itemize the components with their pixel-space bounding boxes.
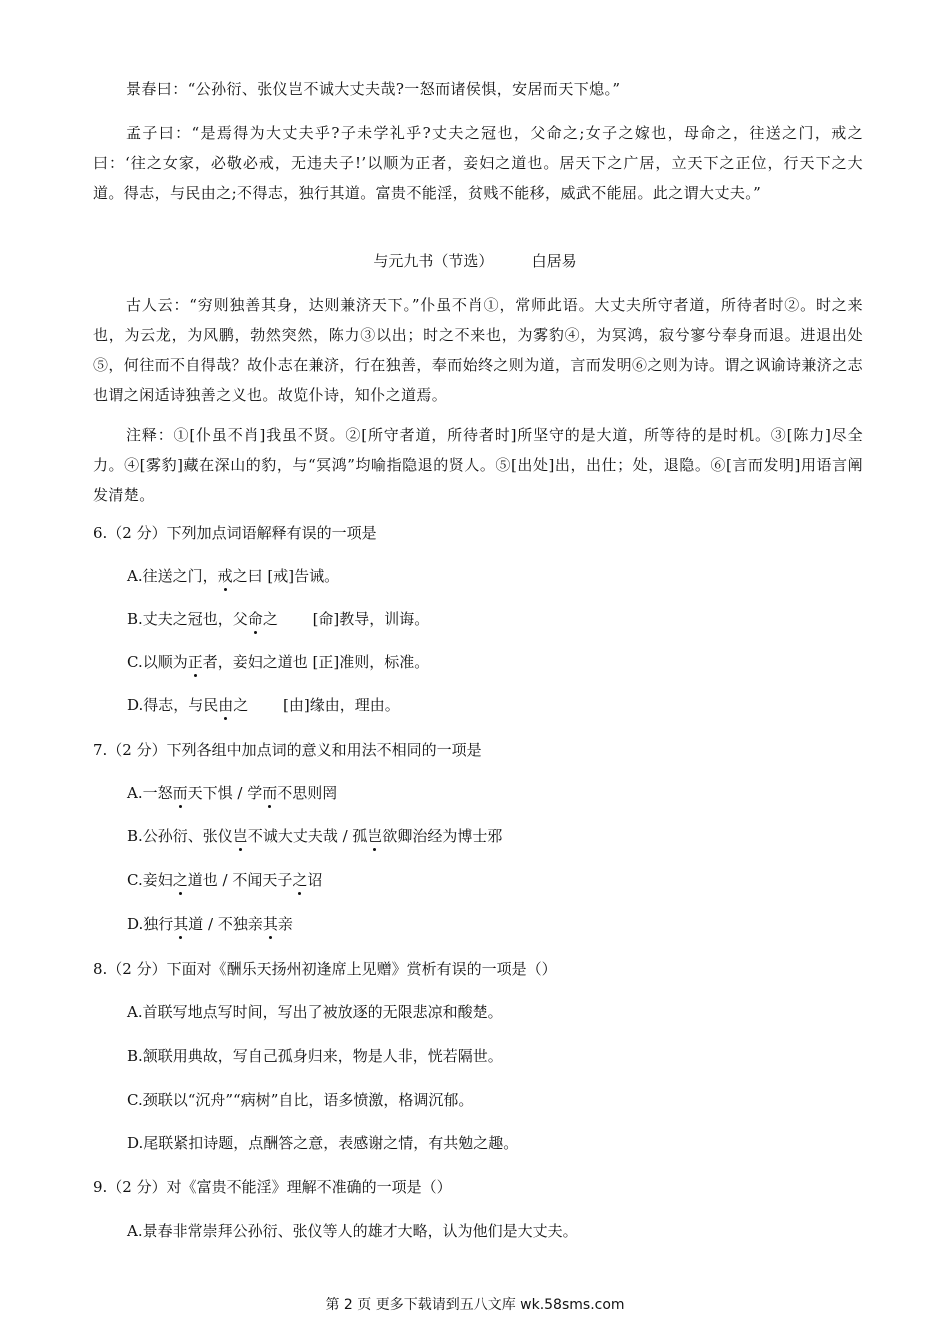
question-9-option-a: A.景春非常崇拜公孙衍、张仪等人的雄才大略，认为他们是大丈夫。 [127, 1222, 578, 1240]
question-9-stem: 9.（2 分）对《富贵不能淫》理解不准确的一项是（） [93, 1178, 452, 1196]
dotted-word: 之 [292, 871, 308, 889]
dotted-word: 由 [218, 696, 234, 714]
question-6-option-b: B.丈夫之冠也，父命之 [命]教导，训诲。 [127, 610, 430, 628]
question-8-option-a: A.首联写地点写时间，写出了被放逐的无限悲凉和酸楚。 [127, 1003, 503, 1021]
question-7-stem: 7.（2 分）下列各组中加点词的意义和用法不相同的一项是 [93, 741, 482, 759]
dotted-word: 岂 [232, 827, 248, 845]
passage1-paragraph-1: 景春曰：“公孙衍、张仪岂不诚大丈夫哉?一怒而诸侯惧，安居而天下熄。” [126, 80, 621, 98]
dotted-word: 其 [173, 915, 189, 933]
question-7-option-d: D.独行其道 / 不独亲其亲 [127, 915, 293, 933]
question-6-option-a: A.往送之门，戒之曰 [戒]告诫。 [127, 567, 340, 585]
dotted-word: 岂 [367, 827, 383, 845]
dotted-word: 正 [187, 653, 203, 671]
dotted-word: 戒 [217, 567, 233, 585]
question-6-option-c: C.以顺为正者，妾妇之道也 [正]准则，标准。 [127, 653, 430, 671]
question-8-option-d: D.尾联紧扣诗题，点酬答之意，表感谢之情，有共勉之趣。 [127, 1134, 519, 1152]
dotted-word: 命 [247, 610, 263, 628]
question-7-option-b: B.公孙衍、张仪岂不诚大丈夫哉 / 孤岂欲卿治经为博士邪 [127, 827, 503, 845]
dotted-word: 而 [262, 784, 278, 802]
question-6-option-d: D.得志，与民由之 [由]缘由，理由。 [127, 696, 400, 714]
question-6-stem: 6.（2 分）下列加点词语解释有误的一项是 [93, 524, 377, 542]
dotted-word: 而 [172, 784, 188, 802]
question-8-option-c: C.颈联以“沉舟”“病树”自比，语多愤激，格调沉郁。 [127, 1091, 474, 1109]
passage1-paragraph-2: 孟子曰：“是焉得为大丈夫乎?子未学礼乎?丈夫之冠也，父命之;女子之嫁也，母命之，往送之门，戒之曰：‘往之女家，必敬必戒，无违夫子!’以顺为正者，妾妇之道也。居天下之广居，立天下之正位，行天下之大道。得志，与民由之;不得志，独行其道。富贵不能淫，贫贱不能移，威武不能屈。此之谓大丈夫。” [93, 124, 863, 202]
question-8-stem: 8.（2 分）下面对《酬乐天扬州初逢席上见赠》赏析有误的一项是（） [93, 960, 557, 978]
page-footer: 第 2 页 更多下载请到五八文库 wk.58sms.com [325, 1297, 625, 1313]
dotted-word: 其 [262, 915, 278, 933]
question-8-option-b: B.颔联用典故，写自己孤身归来，物是人非，恍若隔世。 [127, 1047, 503, 1065]
passage2-body: 古人云：“穷则独善其身，达则兼济天下。”仆虽不肖①，常师此语。大丈夫所守者道，所待者时②。时之来也，为云龙，为风鹏，勃然突然，陈力③以出；时之不来也，为雾豹④，为冥鸿，寂兮寥兮奉身而退。进退出处⑤，何往而不自得哉？故仆志在兼济，行在独善，奉而始终之则为道，言而发明⑥之则为诗。谓之讽谕诗兼济之志也谓之闲适诗独善之义也。故览仆诗，知仆之道焉。 [93, 296, 864, 404]
question-7-option-a: A.一怒而天下惧 / 学而不思则罔 [127, 784, 338, 802]
passage2-notes: 注释：①[仆虽不肖]我虽不贤。②[所守者道，所待者时]所坚守的是大道，所等待的是时机。③[陈力]尽全力。④[雾豹]藏在深山的豹，与“冥鸿”均喻指隐退的贤人。⑤[出处]出，出仕；处，退隐。⑥[言而发明]用语言阐发清楚。 [93, 426, 863, 504]
dotted-word: 之 [172, 871, 188, 889]
passage2-title: 与元九书（节选） 白居易 [373, 252, 577, 270]
question-7-option-c: C.妾妇之道也 / 不闻天子之诏 [127, 871, 323, 889]
